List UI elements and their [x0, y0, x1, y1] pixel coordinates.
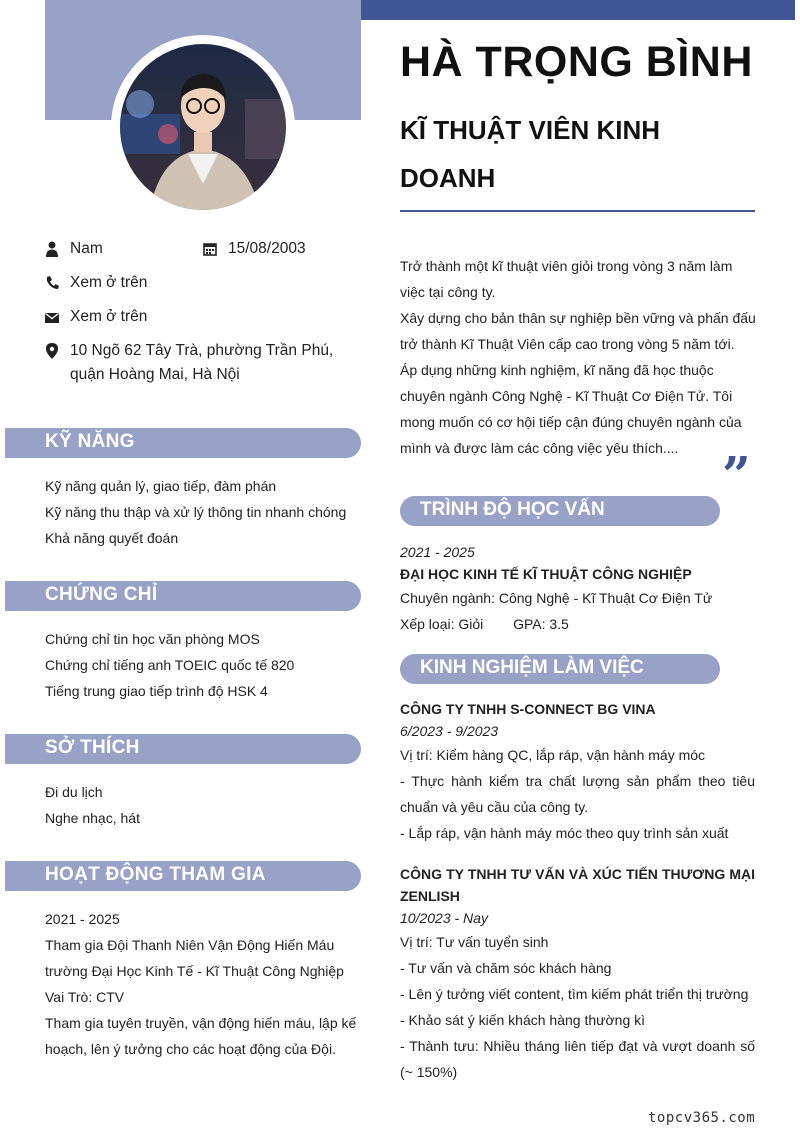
- list-item: Kỹ năng thu thập và xử lý thông tin nhanh chóng: [45, 504, 347, 520]
- activity-line: Tham gia tuyên truyền, vận động hiến máu, lập kế: [45, 1015, 357, 1031]
- objective-line: trở thành Kĩ Thuật Viên cấp cao trong vòng 5 năm tới.: [400, 336, 735, 352]
- activities-header: [5, 861, 361, 891]
- skills-header: [5, 428, 361, 458]
- job-title: KĨ THUẬT VIÊN KINH DOANH: [400, 115, 660, 193]
- hobbies-title: SỞ THÍCH: [45, 737, 140, 758]
- activity-line: hoạch, lên ý tưởng cho các hoạt động của Đội.: [45, 1041, 336, 1057]
- address-value: 10 Ngõ 62 Tây Trà, phường Trần Phú, quận Hoàng Mai, Hà Nội: [70, 342, 334, 383]
- candidate-name: HÀ TRỌNG BÌNH: [400, 38, 753, 86]
- job-line: - Khảo sát ý kiến khách hàng thường kì: [400, 1012, 646, 1028]
- hobbies-header: [5, 734, 361, 764]
- list-item: Nghe nhạc, hát: [45, 810, 140, 826]
- objective-line: Áp dụng những kinh nghiệm, kĩ năng đã học thuộc: [400, 362, 714, 378]
- list-item: Tiếng trung giao tiếp trình độ HSK 4: [45, 683, 268, 699]
- education-gpa: GPA: 3.5: [513, 616, 569, 632]
- footer-watermark: topcv365.com: [648, 1110, 756, 1126]
- activity-line: Vai Trò: CTV: [45, 989, 125, 1005]
- school-name: ĐẠI HỌC KINH TẾ KĨ THUẬT CÔNG NGHIỆP: [400, 566, 692, 582]
- mail-icon: [45, 309, 59, 325]
- activity-period: 2021 - 2025: [45, 911, 120, 927]
- list-item: Chứng chỉ tin học văn phòng MOS: [45, 631, 260, 647]
- education-block: [400, 541, 755, 637]
- job-line: Vị trí: Kiểm hàng QC, lắp ráp, vận hành máy móc: [400, 747, 706, 763]
- list-item: Đi du lịch: [45, 784, 103, 800]
- objective-line: việc tại công ty.: [400, 284, 496, 300]
- activities-list: [45, 906, 355, 1062]
- objective-line: Xây dựng cho bản thân sự nghiệp bền vững và phấn đấu: [400, 310, 756, 326]
- objective-line: chuyên ngành Công Nghệ - Kĩ Thuật Cơ Điện Tử. Tôi: [400, 388, 733, 404]
- experience-job-2: [400, 863, 755, 1085]
- certificates-title: CHỨNG CHỈ: [45, 584, 158, 605]
- education-grade-row: [400, 611, 755, 637]
- job-line: - Lên ý tưởng viết content, tìm kiếm phát triển thị trường: [400, 986, 749, 1002]
- job-period: 6/2023 - 9/2023: [400, 723, 499, 739]
- skills-title: KỸ NĂNG: [45, 431, 135, 452]
- job-line: - Thực hành kiểm tra chất lượng sản phẩm theo tiêu chuẩn và yêu cầu của công ty.: [400, 773, 755, 815]
- email-value: Xem ở trên: [70, 308, 148, 325]
- education-period: 2021 - 2025: [400, 544, 475, 560]
- objective-line: mình và được làm các công việc yêu thích....: [400, 440, 679, 456]
- objective-line: Trở thành một kĩ thuật viên giỏi trong vòng 3 năm làm: [400, 258, 733, 274]
- phone-icon: [45, 275, 59, 291]
- user-icon: [45, 241, 59, 257]
- certificates-list: [45, 626, 355, 704]
- career-objective: [400, 253, 755, 461]
- list-item: Chứng chỉ tiếng anh TOEIC quốc tế 820: [45, 657, 295, 673]
- education-major: Chuyên ngành: Công Nghệ - Kĩ Thuật Cơ Điện Tử: [400, 590, 713, 606]
- title-divider: [400, 210, 755, 212]
- gender-value: Nam: [70, 240, 103, 257]
- activity-line: Tham gia Đội Thanh Niên Vận Động Hiến Máu: [45, 937, 335, 953]
- skills-list: [45, 473, 355, 551]
- experience-job-1: [400, 698, 755, 846]
- list-item: Khả năng quyết đoán: [45, 530, 179, 546]
- job-line: Vị trí: Tư vấn tuyển sinh: [400, 934, 549, 950]
- top-accent-bar: [361, 0, 795, 20]
- hobbies-list: [45, 779, 355, 831]
- experience-title: KINH NGHIỆM LÀM VIỆC: [420, 657, 644, 678]
- company-name: CÔNG TY TNHH TƯ VẤN VÀ XÚC TIẾN THƯƠNG MẠI ZENLISH: [400, 866, 755, 904]
- calendar-icon: [203, 241, 217, 257]
- job-line: - Tư vấn và chăm sóc khách hàng: [400, 960, 612, 976]
- quote-icon: ”: [722, 445, 751, 504]
- job-line: - Lắp ráp, vận hành máy móc theo quy trình sản xuất: [400, 825, 729, 841]
- avatar: [120, 44, 286, 210]
- activities-title: HOẠT ĐỘNG THAM GIA: [45, 864, 266, 885]
- job-line: - Thành tưu: Nhiều tháng liên tiếp đạt và vượt doanh số (~ 150%): [400, 1038, 755, 1080]
- certificates-header: [5, 581, 361, 611]
- phone-value: Xem ở trên: [70, 274, 148, 291]
- education-grade: Xếp loại: Giỏi: [400, 616, 484, 632]
- education-header: [400, 496, 720, 526]
- experience-header: [400, 654, 720, 684]
- activity-line: trường Đại Học Kinh Tế - Kĩ Thuật Công Nghiệp: [45, 963, 344, 979]
- job-period: 10/2023 - Nay: [400, 910, 488, 926]
- birthday-value: 15/08/2003: [228, 240, 306, 257]
- company-name: CÔNG TY TNHH S-CONNECT BG VINA: [400, 701, 656, 717]
- objective-line: mong muốn có cơ hội tiếp cận đúng chuyên ngành của: [400, 414, 742, 430]
- list-item: Kỹ năng quản lý, giao tiếp, đàm phán: [45, 478, 277, 494]
- education-title: TRÌNH ĐỘ HỌC VẤN: [420, 499, 605, 520]
- map-pin-icon: [45, 343, 59, 359]
